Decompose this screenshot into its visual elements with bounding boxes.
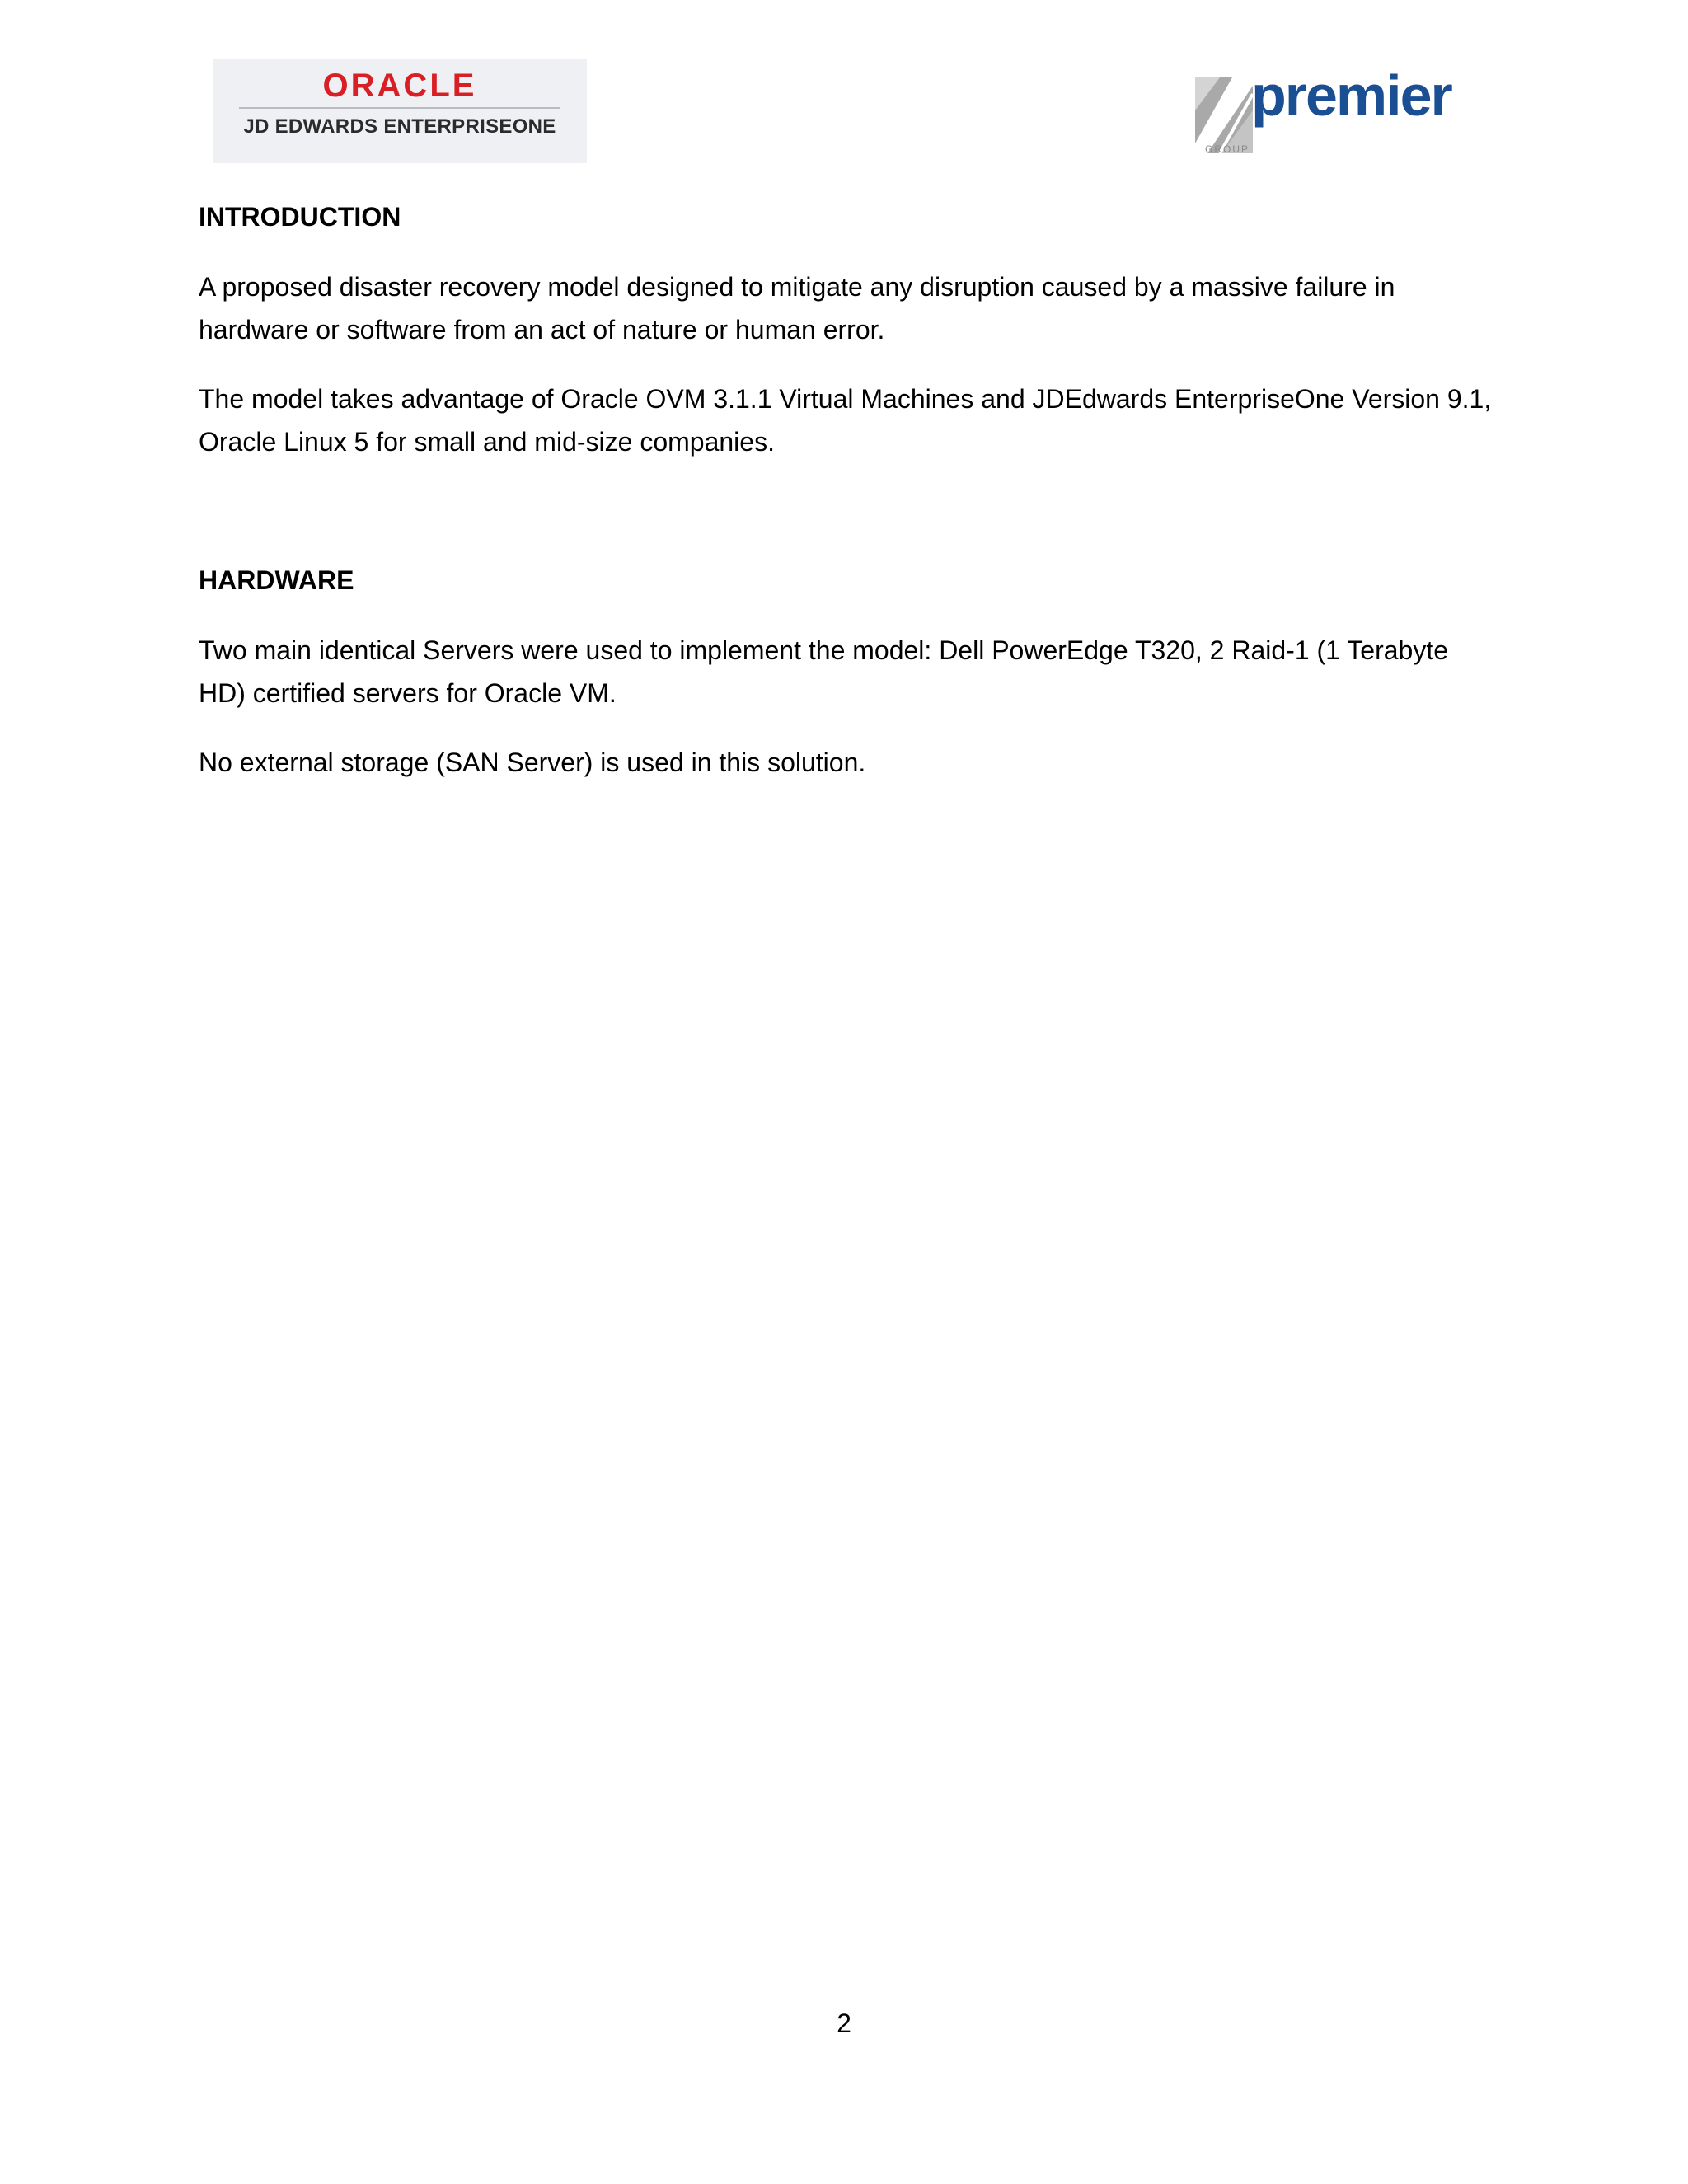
hardware-paragraph-2: No external storage (SAN Server) is used in this solution. <box>199 748 866 777</box>
oracle-jde-logo <box>213 59 587 163</box>
premier-group-logo <box>1195 63 1484 157</box>
logo-divider <box>239 107 560 109</box>
oracle-logo-subtitle: JD EDWARDS ENTERPRISEONE <box>243 115 556 138</box>
hardware-heading: HARDWARE <box>199 565 354 595</box>
oracle-logo-wordmark: ORACLE <box>322 68 477 104</box>
introduction-heading: INTRODUCTION <box>199 202 401 232</box>
hardware-paragraph-1: Two main identical Servers were used to implement the model: Dell PowerEdge T320, 2 Raid-1 (1 Terabyte HD) certified servers for Oracle VM. <box>199 635 1449 708</box>
introduction-paragraph-1: A proposed disaster recovery model designed to mitigate any disruption caused by a massive failure in hardware or software from an act of nature or human error. <box>199 272 1395 344</box>
premier-logo-tagline: GROUP <box>1205 143 1250 155</box>
page-number: 2 <box>837 2008 851 2038</box>
introduction-paragraph-2: The model takes advantage of Oracle OVM 3.1.1 Virtual Machines and JDEdwards EnterpriseOne Version 9.1, Oracle Linux 5 for small and mid-size companies. <box>199 384 1492 457</box>
premier-logo-wordmark: premier <box>1251 63 1451 128</box>
